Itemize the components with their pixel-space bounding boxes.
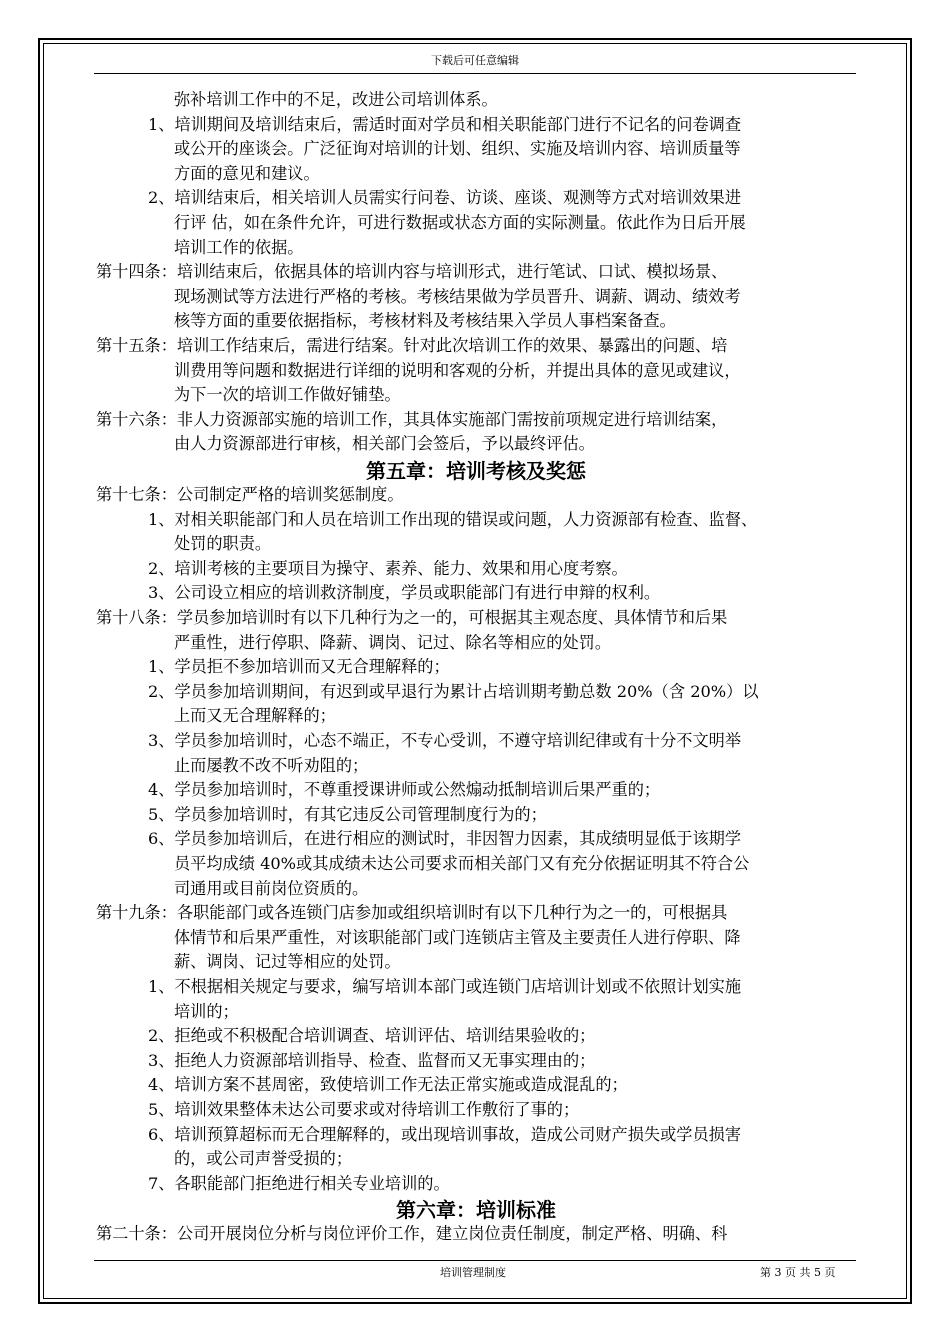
article-line: 第二十条：公司开展岗位分析与岗位评价工作，建立岗位责任制度，制定严格、明确、科 xyxy=(96,1224,728,1244)
paragraph-line: 或公开的座谈会。广泛征询对培训的计划、组织、实施及培训内容、培训质量等 xyxy=(174,139,741,159)
chapter-heading: 第六章：培训标准 xyxy=(396,1198,556,1223)
paragraph-line: 上而又无合理解释的； xyxy=(174,706,336,726)
paragraph-line: 训费用等问题和数据进行详细的说明和客观的分析，并提出具体的意见或建议， xyxy=(174,360,741,380)
paragraph-line: 5、学员参加培训时，有其它违反公司管理制度行为的； xyxy=(148,804,547,824)
paragraph-line: 由人力资源部进行审核，相关部门会签后，予以最终评估。 xyxy=(174,434,595,454)
paragraph-line: 6、学员参加培训后，在进行相应的测试时，非因智力因素，其成绩明显低于该期学 xyxy=(148,829,742,849)
paragraph-line: 2、培训结束后，相关培训人员需实行问卷、访谈、座谈、观测等方式对培训效果进 xyxy=(148,188,742,208)
paragraph-line: 3、公司设立相应的培训救济制度，学员或职能部门有进行申辩的权利。 xyxy=(148,583,661,603)
paragraph-line: 员平均成绩 40%或其成绩未达公司要求而相关部门又有充分依据证明其不符合公 xyxy=(174,854,750,873)
footer-title: 培训管理制度 xyxy=(440,1266,506,1279)
paragraph-line: 培训的； xyxy=(174,1001,239,1021)
paragraph-line: 7、各职能部门拒绝进行相关专业培训的。 xyxy=(148,1173,450,1193)
paragraph-line: 核等方面的重要依据指标，考核材料及考核结果入学员人事档案备查。 xyxy=(174,311,676,331)
paragraph-line: 的，或公司声誉受损的； xyxy=(174,1149,353,1169)
paragraph-line: 4、学员参加培训时，不尊重授课讲师或公然煽动抵制培训后果严重的； xyxy=(148,780,661,800)
footer-page-number: 第 3 页 共 5 页 xyxy=(760,1266,836,1279)
paragraph-line: 2、学员参加培训期间，有迟到或早退行为累计占培训期考勤总数 20%（含 20%）以 xyxy=(148,681,759,701)
article-line: 第十六条：非人力资源部实施的培训工作，其具体实施部门需按前项规定进行培训结案， xyxy=(96,409,728,429)
paragraph-line: 1、培训期间及培训结束后，需适时面对学员和相关职能部门进行不记名的问卷调查 xyxy=(148,114,742,134)
paragraph-line: 1、不根据相关规定与要求，编写培训本部门或连锁门店培训计划或不依照计划实施 xyxy=(148,977,742,996)
article-line: 第十四条：培训结束后，依据具体的培训内容与培训形式，进行笔试、口试、模拟场景、 xyxy=(96,262,728,282)
article-line: 第十五条：培训工作结束后，需进行结案。针对此次培训工作的效果、暴露出的问题、培 xyxy=(96,336,728,355)
paragraph-line: 为下一次的培训工作做好铺垫。 xyxy=(174,385,401,405)
article-line: 第十七条：公司制定严格的培训奖惩制度。 xyxy=(96,485,404,504)
paragraph-line: 处罚的职责。 xyxy=(174,534,272,554)
paragraph-line: 3、拒绝人力资源部培训指导、检查、监督而又无事实理由的； xyxy=(148,1050,596,1070)
paragraph-line: 严重性，进行停职、降薪、调岗、记过、除名等相应的处罚。 xyxy=(174,632,612,652)
page-header: 下载后可任意编辑 xyxy=(431,54,519,67)
paragraph-line: 方面的意见和建议。 xyxy=(174,163,320,183)
paragraph-line: 弥补培训工作中的不足，改进公司培训体系。 xyxy=(174,90,498,109)
paragraph-line: 培训工作的依据。 xyxy=(174,237,304,257)
chapter-heading: 第五章：培训考核及奖惩 xyxy=(366,459,586,483)
paragraph-line: 薪、调岗、记过等相应的处罚。 xyxy=(174,952,401,972)
header-rule xyxy=(94,73,856,74)
paragraph-line: 3、学员参加培训时，心态不端正，不专心受训，不遵守培训纪律或有十分不文明举 xyxy=(148,731,742,750)
paragraph-line: 行评 估，如在条件允许，可进行数据或状态方面的实际测量。依此作为日后开展 xyxy=(174,213,746,232)
article-line: 第十九条：各职能部门或各连锁门店参加或组织培训时有以下几种行为之一的，可根据具 xyxy=(96,903,728,923)
footer-rule xyxy=(94,1260,856,1261)
paragraph-line: 4、培训方案不甚周密，致使培训工作无法正常实施或造成混乱的； xyxy=(148,1075,628,1095)
paragraph-line: 1、学员拒不参加培训而又无合理解释的； xyxy=(148,657,450,677)
paragraph-line: 司通用或目前岗位资质的。 xyxy=(174,878,369,898)
paragraph-line: 5、培训效果整体未达公司要求或对待培训工作敷衍了事的； xyxy=(148,1100,580,1119)
paragraph-line: 止而屡教不改不听劝阻的； xyxy=(174,755,369,775)
paragraph-line: 现场测试等方法进行严格的考核。考核结果做为学员晋升、调薪、调动、绩效考 xyxy=(174,286,741,306)
article-line: 第十八条：学员参加培训时有以下几种行为之一的，可根据其主观态度、具体情节和后果 xyxy=(96,608,728,627)
paragraph-line: 6、培训预算超标而无合理解释的，或出现培训事故，造成公司财产损失或学员损害 xyxy=(148,1124,742,1144)
paragraph-line: 1、对相关职能部门和人员在培训工作出现的错误或问题，人力资源部有检查、监督、 xyxy=(148,509,758,529)
paragraph-line: 体情节和后果严重性，对该职能部门或门连锁店主管及主要责任人进行停职、降 xyxy=(174,927,741,947)
paragraph-line: 2、培训考核的主要项目为操守、素养、能力、效果和用心度考察。 xyxy=(148,558,628,578)
paragraph-line: 2、拒绝或不积极配合培训调查、培训评估、培训结果验收的； xyxy=(148,1026,596,1046)
